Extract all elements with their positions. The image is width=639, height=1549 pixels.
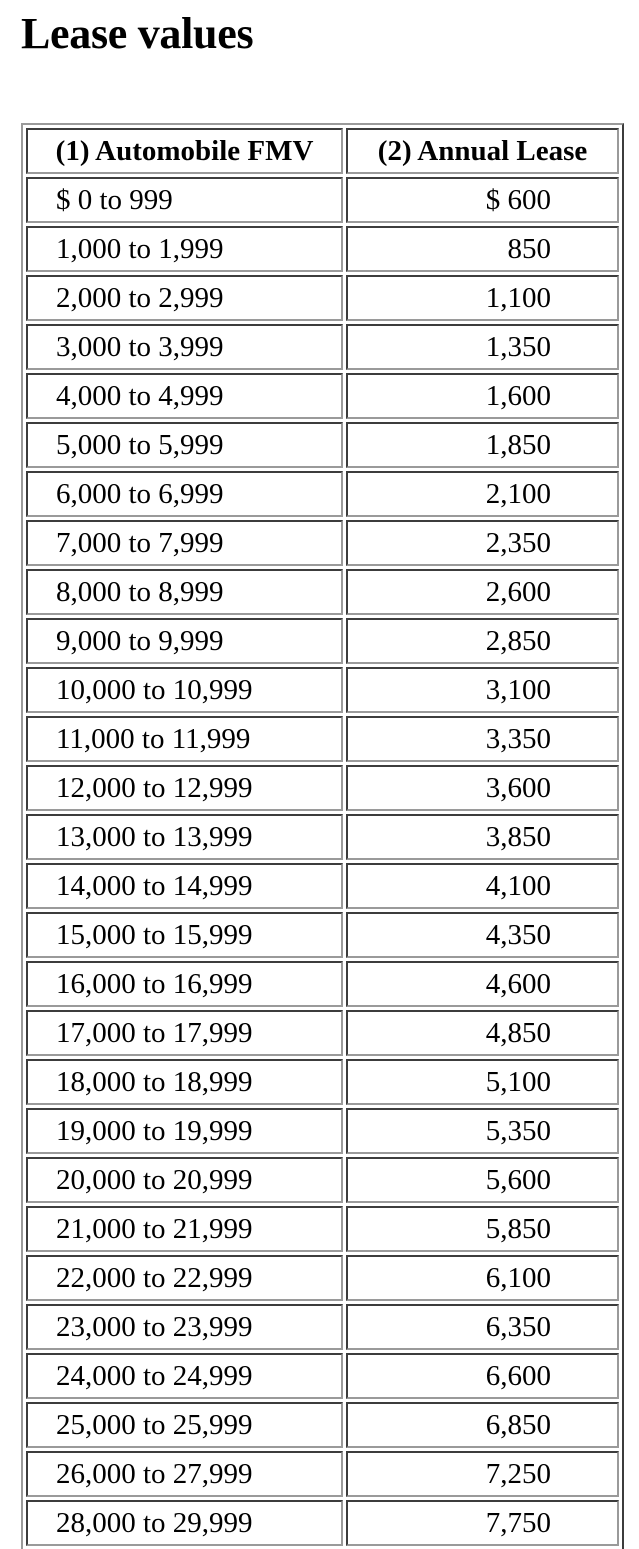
cell-automobile-fmv: 28,000 to 29,999 bbox=[26, 1500, 343, 1546]
cell-annual-lease: 1,850 bbox=[346, 422, 619, 468]
cell-annual-lease: 1,100 bbox=[346, 275, 619, 321]
cell-annual-lease: 1,600 bbox=[346, 373, 619, 419]
cell-annual-lease: 3,850 bbox=[346, 814, 619, 860]
cell-annual-lease: 5,350 bbox=[346, 1108, 619, 1154]
cell-automobile-fmv: 14,000 to 14,999 bbox=[26, 863, 343, 909]
cell-automobile-fmv: 12,000 to 12,999 bbox=[26, 765, 343, 811]
cell-annual-lease: 5,100 bbox=[346, 1059, 619, 1105]
cell-automobile-fmv: 22,000 to 22,999 bbox=[26, 1255, 343, 1301]
cell-automobile-fmv: 23,000 to 23,999 bbox=[26, 1304, 343, 1350]
table-row bbox=[26, 1451, 619, 1497]
cell-annual-lease: 5,600 bbox=[346, 1157, 619, 1203]
table-row bbox=[26, 1157, 619, 1203]
table-row bbox=[26, 667, 619, 713]
cell-automobile-fmv: 19,000 to 19,999 bbox=[26, 1108, 343, 1154]
lease-values-table bbox=[21, 123, 624, 1549]
table-row bbox=[26, 1108, 619, 1154]
cell-annual-lease: 6,600 bbox=[346, 1353, 619, 1399]
page-title: Lease values bbox=[21, 9, 254, 58]
cell-annual-lease: 6,350 bbox=[346, 1304, 619, 1350]
table-row bbox=[26, 177, 619, 223]
table-row bbox=[26, 863, 619, 909]
cell-automobile-fmv: 18,000 to 18,999 bbox=[26, 1059, 343, 1105]
table-row bbox=[26, 961, 619, 1007]
table-row bbox=[26, 373, 619, 419]
cell-automobile-fmv: 15,000 to 15,999 bbox=[26, 912, 343, 958]
table-row bbox=[26, 471, 619, 517]
table-row bbox=[26, 1010, 619, 1056]
cell-annual-lease: 4,600 bbox=[346, 961, 619, 1007]
cell-annual-lease: 4,100 bbox=[346, 863, 619, 909]
table-row bbox=[26, 422, 619, 468]
table-row bbox=[26, 1206, 619, 1252]
cell-automobile-fmv: 3,000 to 3,999 bbox=[26, 324, 343, 370]
cell-annual-lease: 2,100 bbox=[346, 471, 619, 517]
table-row bbox=[26, 912, 619, 958]
cell-automobile-fmv: 7,000 to 7,999 bbox=[26, 520, 343, 566]
cell-automobile-fmv: 4,000 to 4,999 bbox=[26, 373, 343, 419]
table-row bbox=[26, 1500, 619, 1546]
cell-automobile-fmv: 9,000 to 9,999 bbox=[26, 618, 343, 664]
cell-annual-lease: 6,850 bbox=[346, 1402, 619, 1448]
cell-automobile-fmv: 8,000 to 8,999 bbox=[26, 569, 343, 615]
header-automobile-fmv: (1) Automobile FMV bbox=[26, 128, 343, 174]
cell-annual-lease: 7,250 bbox=[346, 1451, 619, 1497]
table-row bbox=[26, 1255, 619, 1301]
table-row bbox=[26, 520, 619, 566]
cell-annual-lease: 4,850 bbox=[346, 1010, 619, 1056]
cell-annual-lease: 2,600 bbox=[346, 569, 619, 615]
cell-automobile-fmv: 13,000 to 13,999 bbox=[26, 814, 343, 860]
cell-automobile-fmv: 25,000 to 25,999 bbox=[26, 1402, 343, 1448]
cell-automobile-fmv: 16,000 to 16,999 bbox=[26, 961, 343, 1007]
cell-annual-lease: 7,750 bbox=[346, 1500, 619, 1546]
table-row bbox=[26, 324, 619, 370]
table-row bbox=[26, 1304, 619, 1350]
cell-annual-lease: 3,600 bbox=[346, 765, 619, 811]
table-row bbox=[26, 814, 619, 860]
cell-automobile-fmv: 21,000 to 21,999 bbox=[26, 1206, 343, 1252]
cell-annual-lease: 4,350 bbox=[346, 912, 619, 958]
header-annual-lease: (2) Annual Lease bbox=[346, 128, 619, 174]
cell-annual-lease: 3,350 bbox=[346, 716, 619, 762]
cell-automobile-fmv: 20,000 to 20,999 bbox=[26, 1157, 343, 1203]
table-row bbox=[26, 716, 619, 762]
cell-annual-lease: 2,350 bbox=[346, 520, 619, 566]
cell-automobile-fmv: 5,000 to 5,999 bbox=[26, 422, 343, 468]
table-row bbox=[26, 765, 619, 811]
table-row bbox=[26, 1402, 619, 1448]
cell-automobile-fmv: 10,000 to 10,999 bbox=[26, 667, 343, 713]
table-header-row bbox=[26, 128, 619, 174]
cell-automobile-fmv: 24,000 to 24,999 bbox=[26, 1353, 343, 1399]
cell-automobile-fmv: $ 0 to 999 bbox=[26, 177, 343, 223]
cell-annual-lease: 3,100 bbox=[346, 667, 619, 713]
cell-annual-lease: 1,350 bbox=[346, 324, 619, 370]
cell-automobile-fmv: 11,000 to 11,999 bbox=[26, 716, 343, 762]
table-body bbox=[26, 177, 619, 1546]
cell-automobile-fmv: 26,000 to 27,999 bbox=[26, 1451, 343, 1497]
cell-annual-lease: 6,100 bbox=[346, 1255, 619, 1301]
cell-automobile-fmv: 2,000 to 2,999 bbox=[26, 275, 343, 321]
table-row bbox=[26, 1353, 619, 1399]
cell-annual-lease: 850 bbox=[346, 226, 619, 272]
cell-automobile-fmv: 17,000 to 17,999 bbox=[26, 1010, 343, 1056]
table-row bbox=[26, 1059, 619, 1105]
cell-automobile-fmv: 6,000 to 6,999 bbox=[26, 471, 343, 517]
table-row bbox=[26, 275, 619, 321]
table-row bbox=[26, 569, 619, 615]
cell-automobile-fmv: 1,000 to 1,999 bbox=[26, 226, 343, 272]
cell-annual-lease: 2,850 bbox=[346, 618, 619, 664]
cell-annual-lease: 5,850 bbox=[346, 1206, 619, 1252]
cell-annual-lease: $ 600 bbox=[346, 177, 619, 223]
table-row bbox=[26, 618, 619, 664]
table-row bbox=[26, 226, 619, 272]
